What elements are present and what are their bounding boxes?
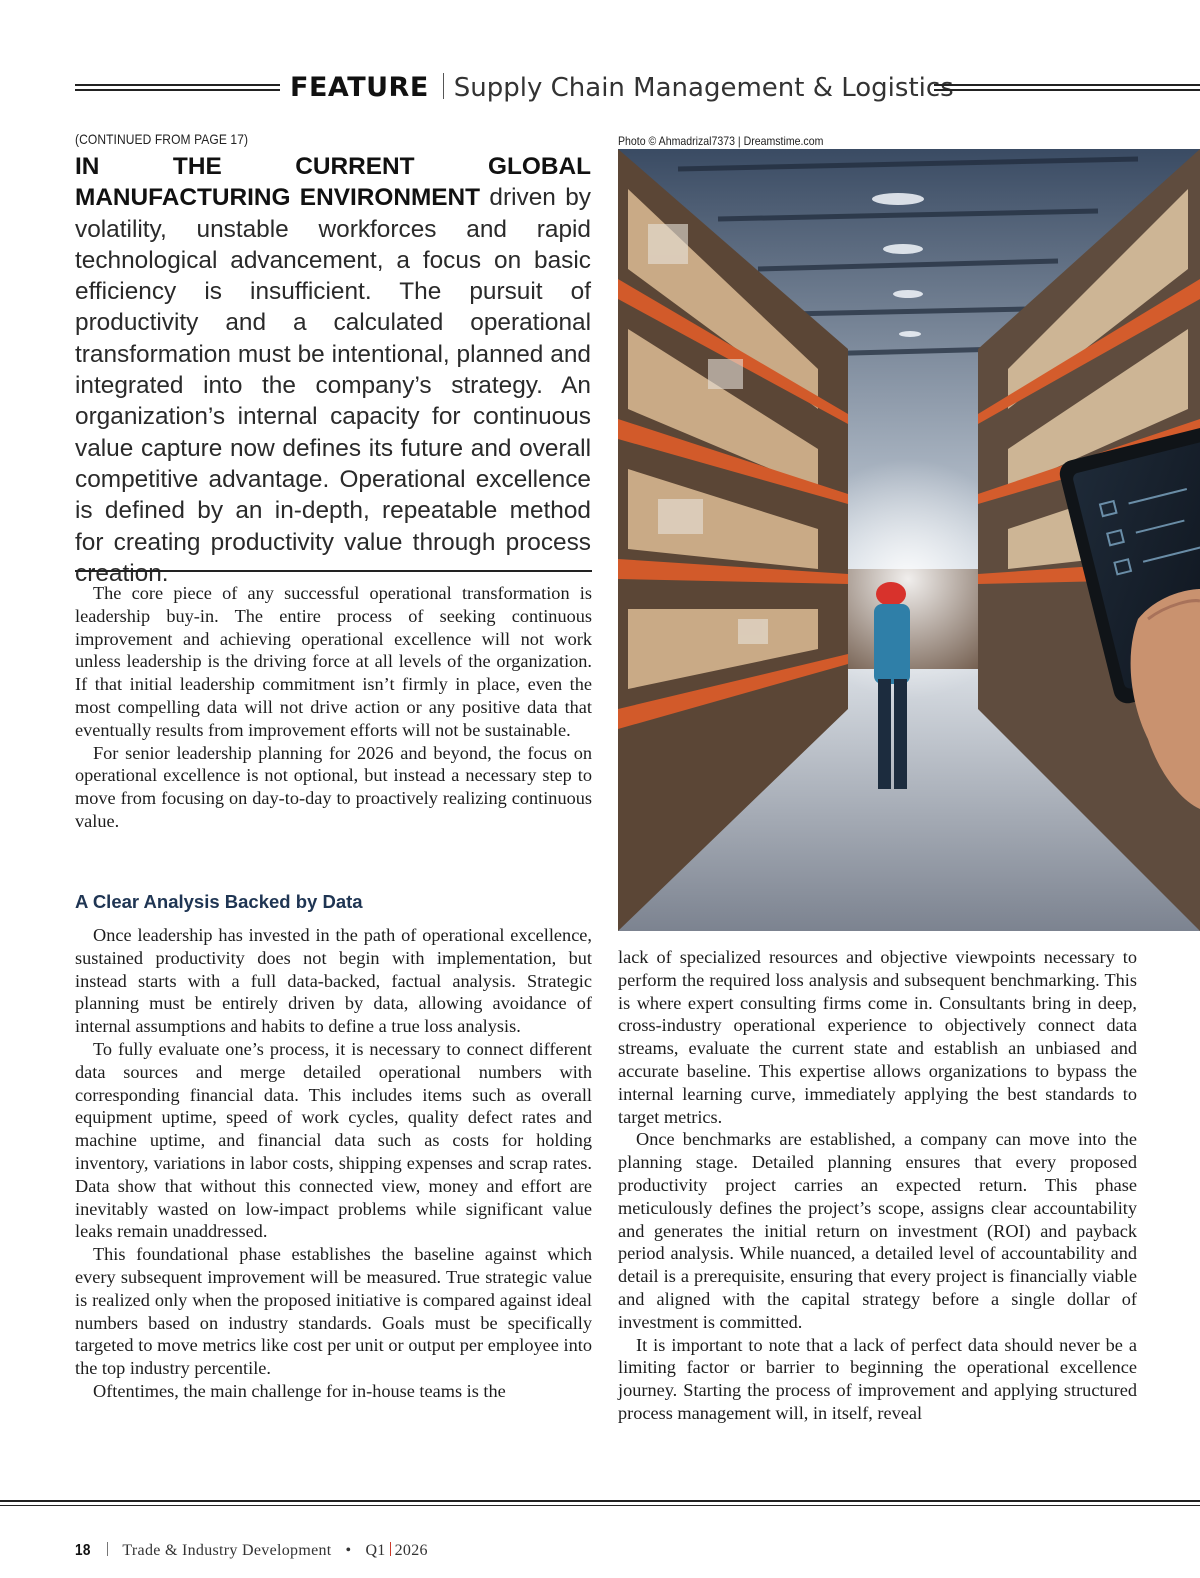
- lead-text: driven by volatility, unstable workforces and rapid technological advancement, a focus on basic efficiency is insufficient. The pursuit of productivity and a calculated operational transformation must be intentional, planned and integrated into the company’s strategy. An organization’s internal capacity for continuous value capture now defines its future and overall competitive advantage. Operational excellence is defined by an in-depth, repeatable method for creating productivity value through process creation.: [75, 184, 591, 587]
- header-rule-right: [934, 84, 1200, 91]
- body-paragraph: The core piece of any successful operational transformation is leadership buy-in. The entire process of seeking continuous improvement and achieving operational excellence will not work unless leadership is the driving force at all levels of the organization. If that initial leadership commitment isn’t firmly in place, even the most compelling data will not drive action or any positive data that eventually results from improvement efforts will not be sustainable.: [75, 583, 592, 740]
- lead-paragraph: [75, 151, 591, 589]
- issue-year: 2026: [394, 1542, 428, 1559]
- body-column-left-bottom: [75, 924, 592, 1403]
- issue-divider: [390, 1542, 391, 1556]
- footer-rule: [0, 1500, 1200, 1506]
- section-topic: Supply Chain Management & Logistics: [453, 73, 954, 103]
- body-paragraph: Once benchmarks are established, a company can move into the planning stage. Detailed planning ensures that every proposed productivity project carries an expected return. This phase meticulously defines the project’s scope, assigns clear accountability and generates the initial return on investment (ROI) and payback period analysis. While nuanced, a detailed level of accountability and detail is a prerequisite, ensuring that every project is financially viable and aligned with the capital strategy before a single dollar of investment is committed.: [618, 1129, 1137, 1332]
- body-paragraph: It is important to note that a lack of perfect data should never be a limiting factor or barrier to beginning the operational excellence journey. Starting the process of improvement and applying structured process management will, in itself, reveal: [618, 1334, 1137, 1423]
- body-paragraph: To fully evaluate one’s process, it is necessary to connect different data sources and merge detailed operational numbers with corresponding financial data. This includes items such as overall equipment uptime, speed of work cycles, quality defect rates and machine uptime, and financial data such as costs for holding inventory, variations in labor costs, shipping expenses and scrap rates. Data show that without this connected view, money and effort are inevitably wasted on low-impact problems while significant value leaks remain unaddressed.: [75, 1038, 592, 1242]
- footer-bullet: •: [345, 1542, 352, 1559]
- feature-label: FEATURE: [290, 72, 429, 103]
- body-paragraph: This foundational phase establishes the baseline against which every subsequent improvement will be measured. True strategic value is realized only when the proposed initiative is compared against ideal numbers based on industry standards. Goals must be specifically targeted to move metrics like cost per unit or output per employee into the top industry percentile.: [75, 1244, 592, 1379]
- body-paragraph: lack of specialized resources and objective viewpoints necessary to perform the required loss analysis and subsequent benchmarking. This is where expert consulting firms come in. Consultants bring in deep, cross-industry operational experience to objectively connect data streams, evaluate the current state and establish an unbiased and accurate baseline. This expertise allows organizations to bypass the internal learning curve, immediately applying the best standards to target metrics.: [618, 947, 1137, 1127]
- lead-strong: IN THE CURRENT GLOBAL MANUFACTURING ENVIRONMENT: [75, 153, 591, 212]
- lead-rule: [75, 570, 592, 572]
- issue-label: Q1: [365, 1542, 386, 1559]
- section-subhead: A Clear Analysis Backed by Data: [75, 891, 363, 912]
- continued-note: (CONTINUED FROM PAGE 17): [75, 131, 249, 147]
- body-column-right: [618, 946, 1137, 1425]
- warehouse-illustration: [618, 149, 1200, 931]
- warehouse-photo: [618, 149, 1200, 931]
- body-paragraph: Once leadership has invested in the path of operational excellence, sustained productivity does not begin with implementation, but instead starts with a full data-backed, factual analysis. Strategic planning must be entirely driven by data, allowing avoidance of internal assumptions and habits to define a true loss analysis.: [75, 925, 592, 1037]
- section-header: [290, 70, 954, 110]
- page-footer: [75, 1542, 428, 1560]
- page-number: 18: [75, 1542, 91, 1559]
- header-rule-left: [75, 84, 280, 91]
- footer-divider: [107, 1542, 108, 1556]
- body-column-left-top: [75, 582, 592, 833]
- body-paragraph: For senior leadership planning for 2026 and beyond, the focus on operational excellence is not optional, but instead a necessary step to move from focusing on day-to-day to proactively realizing continuous value.: [75, 742, 592, 831]
- photo-credit: Photo © Ahmadrizal7373 | Dreamstime.com: [618, 134, 824, 148]
- header-divider: [443, 73, 444, 99]
- body-paragraph: Oftentimes, the main challenge for in-house teams is the: [93, 1380, 506, 1401]
- publication-name: Trade & Industry Development: [122, 1542, 332, 1559]
